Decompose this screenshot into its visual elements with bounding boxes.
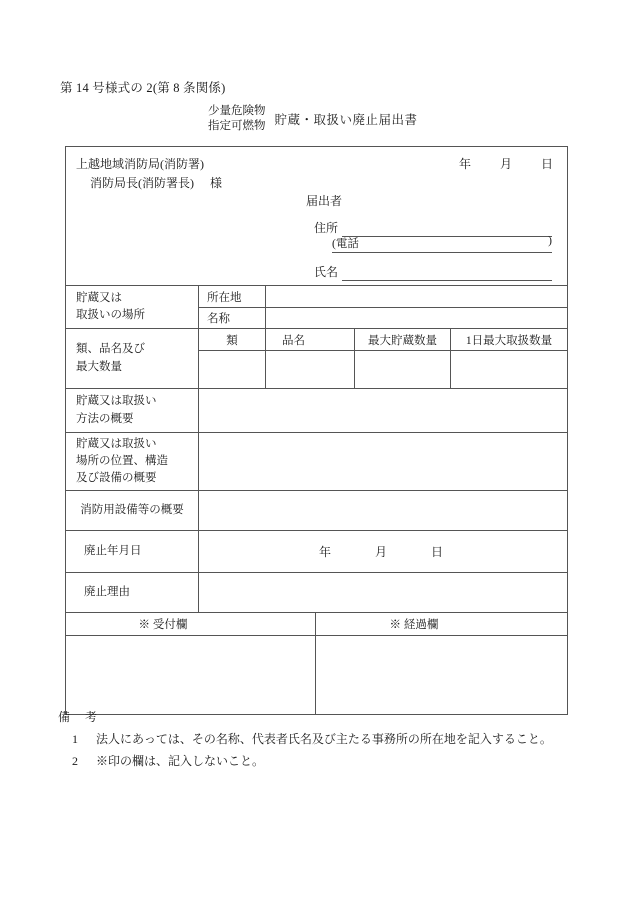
telephone-close-label: ) — [548, 235, 552, 247]
abolish-date-month-label: 月 — [375, 545, 388, 559]
goods-header-row — [199, 329, 567, 350]
title-main: 貯蔵・取扱い廃止届出書 — [274, 113, 418, 128]
abolish-reason-value[interactable] — [199, 573, 567, 612]
addressee — [76, 155, 222, 192]
goods-col-class-value[interactable] — [199, 351, 266, 388]
structure-value[interactable] — [199, 433, 567, 490]
abolish-date-fields — [199, 531, 567, 572]
remark-item — [58, 750, 552, 772]
title-subject — [208, 104, 266, 135]
method-label — [66, 389, 199, 432]
method-label-line1: 貯蔵又は取扱い — [76, 395, 157, 408]
receipt-column-value[interactable] — [66, 636, 316, 714]
row-storage-place — [66, 285, 567, 328]
telephone-field-row[interactable] — [332, 235, 552, 253]
name-label: 氏名 — [314, 265, 339, 279]
fire-equipment-label: 消防用設備等の概要 — [66, 491, 199, 530]
goods-col-class-header: 類 — [199, 329, 266, 350]
abolish-date-year-label: 年 — [319, 545, 332, 559]
storage-address-row — [199, 286, 567, 307]
addressee-line1: 上越地域消防局(消防署) — [76, 157, 204, 171]
storage-address-value[interactable] — [266, 286, 567, 307]
remarks-section — [58, 706, 552, 773]
goods-col-item-header: 品名 — [266, 329, 355, 350]
structure-label-line3: 及び設備の概要 — [76, 472, 157, 485]
storage-place-label — [66, 286, 199, 328]
form-number: 第 14 号様式の 2(第 8 条関係) — [60, 81, 226, 95]
official-use-headers — [66, 612, 567, 635]
abolish-date-label: 廃止年月日 — [66, 531, 199, 572]
row-fire-equipment — [66, 490, 567, 530]
submission-date — [459, 155, 553, 172]
row-goods — [66, 328, 567, 388]
structure-label — [66, 433, 199, 490]
remark-item — [58, 728, 552, 750]
form-table — [65, 146, 568, 715]
remark-text: 法人にあっては、その名称、代表者氏名及び主たる事務所の所在地を記入すること。 — [96, 732, 552, 747]
goods-grid — [199, 329, 567, 388]
remark-number: 2 — [72, 754, 78, 769]
abolish-date-day-label: 日 — [431, 545, 444, 559]
goods-label-line2: 最大数量 — [76, 360, 122, 373]
goods-col-max-storage-header: 最大貯蔵数量 — [355, 329, 451, 350]
name-input-line[interactable] — [342, 265, 552, 281]
storage-address-label: 所在地 — [199, 286, 266, 307]
storage-name-label: 名称 — [199, 308, 266, 328]
method-label-line2: 方法の概要 — [76, 412, 134, 425]
structure-label-line1: 貯蔵又は取扱い — [76, 437, 157, 450]
progress-column-value[interactable] — [316, 636, 567, 714]
abolish-date-value[interactable] — [199, 531, 567, 572]
goods-label-line1: 類、品名及び — [76, 343, 145, 356]
title-subject-line1: 少量危険物 — [208, 105, 266, 117]
remark-number: 1 — [72, 732, 78, 747]
header-block — [66, 147, 567, 285]
fire-equipment-value[interactable] — [199, 491, 567, 530]
addressee-honorific: 様 — [210, 175, 223, 190]
submitter-label: 届出者 — [306, 194, 343, 208]
receipt-column-header: ※ 受付欄 — [66, 613, 316, 635]
remark-text: ※印の欄は、記入しないこと。 — [96, 754, 265, 769]
date-month-label: 月 — [499, 157, 512, 171]
addressee-line2: 消防局長(消防署長) — [90, 175, 194, 190]
progress-column-header: ※ 経過欄 — [389, 619, 439, 631]
remarks-title: 備 考 — [58, 710, 104, 724]
abolish-reason-label: 廃止理由 — [66, 573, 199, 612]
row-structure — [66, 432, 567, 490]
goods-col-max-daily-header: 1日最大取扱数量 — [465, 334, 553, 347]
storage-name-value[interactable] — [266, 308, 567, 328]
structure-label-line2: 場所の位置、構造 — [76, 454, 168, 467]
telephone-open-label: (電話 — [332, 238, 359, 250]
row-abolish-date — [66, 530, 567, 572]
title-subject-line2: 指定可燃物 — [208, 120, 266, 133]
official-use-body — [66, 635, 567, 714]
goods-value-row — [199, 350, 567, 388]
goods-label — [66, 329, 199, 388]
storage-place-subrows — [199, 286, 567, 328]
storage-name-row — [199, 307, 567, 328]
row-method — [66, 388, 567, 432]
date-year-label: 年 — [458, 157, 471, 171]
storage-place-label-line2: 取扱いの場所 — [76, 309, 145, 321]
date-day-label: 日 — [540, 157, 553, 171]
goods-col-max-daily-value[interactable] — [451, 351, 567, 388]
storage-place-label-line1: 貯蔵又は — [76, 291, 122, 304]
goods-col-max-storage-value[interactable] — [355, 351, 451, 388]
goods-col-item-value[interactable] — [266, 351, 355, 388]
name-field-row — [314, 263, 552, 281]
row-abolish-reason — [66, 572, 567, 612]
address-label: 住所 — [314, 221, 339, 235]
method-value[interactable] — [199, 389, 567, 432]
document-title — [208, 104, 418, 135]
